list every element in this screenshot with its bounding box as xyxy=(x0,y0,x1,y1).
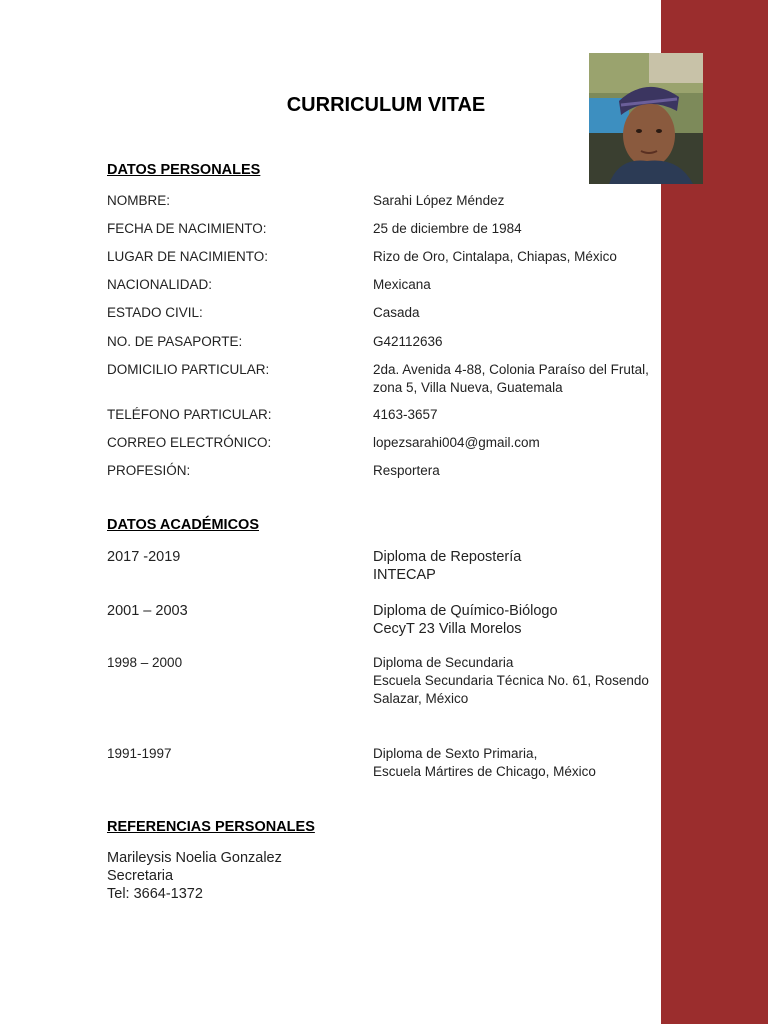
field-value: Casada xyxy=(373,305,420,320)
field-label: ESTADO CIVIL: xyxy=(107,305,203,320)
academic-institution: INTECAP xyxy=(373,567,436,583)
field-value: G42112636 xyxy=(373,334,443,349)
field-value: Mexicana xyxy=(373,277,431,292)
field-value: Sarahi López Méndez xyxy=(373,193,505,208)
academic-degree: Diploma de Secundaria xyxy=(373,655,514,670)
field-value: 25 de diciembre de 1984 xyxy=(373,221,522,236)
academic-degree: Diploma de Sexto Primaria, xyxy=(373,746,538,761)
academic-years: 1998 – 2000 xyxy=(107,655,183,670)
academic-data-heading: DATOS ACADÉMICOS xyxy=(107,517,259,533)
field-value: 2da. Avenida 4-88, Colonia Paraíso del Frutal, xyxy=(373,362,649,377)
field-label: NO. DE PASAPORTE: xyxy=(107,334,243,349)
profile-photo-image xyxy=(589,53,703,184)
field-label: NOMBRE: xyxy=(107,193,171,208)
field-value: Resportera xyxy=(373,463,440,478)
personal-data-heading: DATOS PERSONALES xyxy=(107,162,261,178)
academic-degree: Diploma de Repostería xyxy=(373,549,522,565)
document-title: CURRICULUM VITAE xyxy=(286,94,486,116)
academic-institution: CecyT 23 Villa Morelos xyxy=(373,621,522,637)
reference-role: Secretaria xyxy=(107,868,174,884)
academic-years: 1991-1997 xyxy=(107,746,172,761)
field-value-line2: zona 5, Villa Nueva, Guatemala xyxy=(373,380,563,395)
field-label: TELÉFONO PARTICULAR: xyxy=(107,407,272,422)
reference-entry xyxy=(107,849,282,903)
field-value: lopezsarahi004@gmail.com xyxy=(373,435,540,450)
reference-name: Marileysis Noelia Gonzalez xyxy=(107,850,282,866)
field-value: Rizo de Oro, Cintalapa, Chiapas, México xyxy=(373,249,617,264)
academic-institution: Escuela Secundaria Técnica No. 61, Rosendo xyxy=(373,673,649,688)
field-label: NACIONALIDAD: xyxy=(107,277,213,292)
profile-photo xyxy=(589,53,703,184)
references-heading: REFERENCIAS PERSONALES xyxy=(107,819,315,835)
reference-phone: Tel: 3664-1372 xyxy=(107,886,203,902)
field-label: CORREO ELECTRÓNICO: xyxy=(107,435,272,450)
field-label: PROFESIÓN: xyxy=(107,463,191,478)
academic-degree: Diploma de Químico-Biólogo xyxy=(373,603,558,619)
field-label: LUGAR DE NACIMIENTO: xyxy=(107,249,269,264)
academic-years: 2017 -2019 xyxy=(107,549,181,565)
academic-institution-line2: Salazar, México xyxy=(373,691,469,706)
field-value: 4163-3657 xyxy=(373,407,438,422)
field-label: DOMICILIO PARTICULAR: xyxy=(107,362,270,377)
academic-institution: Escuela Mártires de Chicago, México xyxy=(373,764,596,779)
field-label: FECHA DE NACIMIENTO: xyxy=(107,221,267,236)
academic-years: 2001 – 2003 xyxy=(107,603,188,619)
